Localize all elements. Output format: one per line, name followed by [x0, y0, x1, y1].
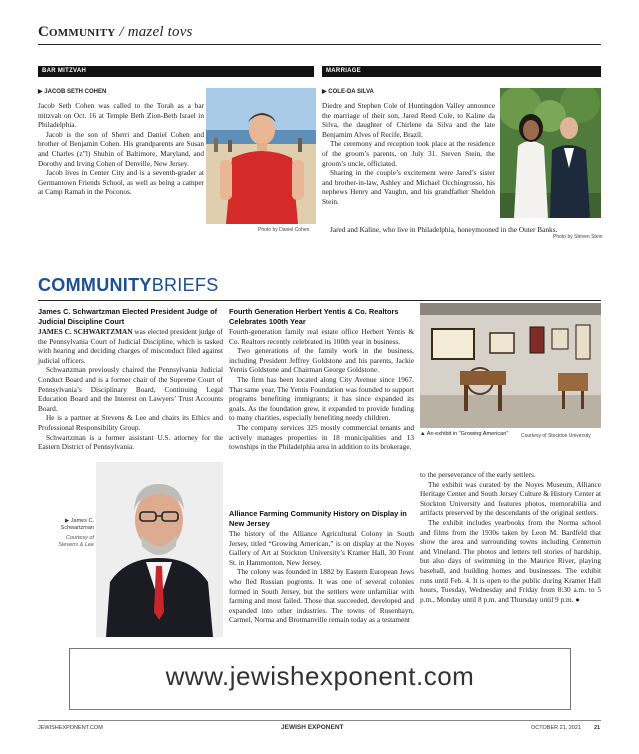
paragraph: The exhibit includes yearbooks from the Norma school and films from the 1930s taken by Leon M. Bardfeld that show the area and surrounding towns including Centerton and Vineland. The photos and letters tell stories of hardship, but also days of swimming in the Maurice River, playing baseball, and building homes and businesses. The exhibit runs until Feb. 4. It is open to the public during Kramer Hall hours, Tuesday, Wednesday and Friday from 8:30 a.m. to 5 p.m., Monday until 8 p.m. and Thursday until 9 p.m. ● [420, 517, 601, 604]
paragraph: Sharing in the couple’s excitement were Jared’s sister and brother-in-law, Ashley and Michael Occhiogrosso, his nephews Henry and Vaughn, and his grandfather Sheldon Stein. [322, 168, 495, 206]
yentis-story [229, 327, 414, 452]
caption-courtesy-source: Stevens & Lee [58, 542, 94, 548]
portrait-image [96, 462, 223, 637]
bar-mitzvah-story [38, 101, 204, 197]
page-number: 21 [594, 725, 601, 731]
website-url[interactable]: www.jewishexponent.com [165, 661, 475, 691]
gallery-image [420, 303, 601, 428]
alliance-story-continued [420, 470, 601, 604]
paragraph: The ceremony and reception took place at the residence of the groom’s parents, on July 31. Steven Stein, the groom’s uncle, officiated. [322, 139, 495, 168]
paragraph: Schwartzman previously chaired the Pennsylvania Judicial Conduct Board and is a former chair of the Supreme Court of Pennsylvania’s Disciplinary Board, Continuing Legal Education Board and the Interest on Lawyers’ Trust Accounts Board. [38, 365, 223, 413]
footer-date: OCTOBER 21, 2021 [531, 725, 582, 731]
footer-site: JEWISHEXPONENT.COM [38, 725, 103, 731]
schwartzman-headline: James C. Schwartzman Elected President Judge of Judicial Discipline Court [38, 307, 218, 326]
marriage-label-bar: MARRIAGE [322, 66, 601, 77]
paragraph: JAMES C. SCHWARTZMAN was elected president judge of the Pennsylvania Court of Judicial Discipline, which is tasked with hearing and deciding charges of misconduct filed against judicial officers. [38, 327, 223, 365]
paragraph: Diedre and Stephen Cole of Huntingdon Valley announce the marriage of their son, Jared Reed Cole, to Kaline da Silva, the daughter of Chirlene da Silva and the late Benjamim Alves of Recife, Brazil. [322, 101, 495, 139]
schwartzman-photo [96, 462, 223, 637]
paragraph: Fourth-generation family real estate office Herbert Yentis & Co. Realtors recently celebrated its 100th year in business. [229, 327, 414, 346]
paragraph: Jared and Kaline, who live in Philadelphia, honeymooned in the Outer Banks. [330, 225, 558, 234]
lead-name: JAMES C. SCHWARTZMAN [38, 327, 133, 336]
paragraph: Two generations of the family work in the business, including President Jeffrey Goldstone and his parents, Jackie Yentis Goldstone and Chairman George Goldstone. [229, 346, 414, 375]
bar-mitzvah-label-bar: BAR MITZVAH [38, 66, 314, 77]
alliance-headline: Alliance Farming Community History on Display in New Jersey [229, 509, 407, 528]
briefs-title [38, 275, 219, 296]
briefs-title-light: BRIEFS [151, 275, 219, 295]
paragraph: to the perseverance of the early settlers. [420, 470, 536, 479]
website-banner [69, 648, 571, 710]
paragraph: He is a partner at Stevens & Lee and chairs its Ethics and Professional Responsibility Group. [38, 413, 223, 432]
footer-publication: JEWISH EXPONENT [281, 724, 344, 731]
subsection-name: mazel tovs [127, 24, 193, 40]
header-rule [38, 44, 601, 45]
yentis-headline: Fourth Generation Herbert Yentis & Co. Realtors Celebrates 100th Year [229, 307, 399, 326]
paragraph: The colony was founded in 1882 by Eastern European Jews who fled Russian pogroms. It was one of several colonies formed in South Jersey, but the settlers were unfamiliar with farming and most failed. Those that succeeded, developed and expanded into other industries. The towns of Rosenhayn, Carmel, Norma and Brotmanville remain today as a testament [229, 567, 414, 625]
exhibit-photo [420, 303, 601, 428]
paragraph: The company services 325 mostly commercial tenants and actively manages properties in 18 municipalities and 13 townships in the Philadelphia area in addition to its brokerage. [229, 422, 414, 452]
briefs-title-bold: COMMUNITY [38, 275, 152, 295]
schwartzman-story [38, 327, 223, 452]
bar-mitzvah-photo [206, 88, 316, 224]
exhibit-photo-credit: Courtesy of Stockton University [521, 433, 591, 439]
bar-mitzvah-kicker: ▶ JACOB SETH COHEN [38, 89, 107, 95]
footer-rule [38, 720, 601, 721]
paragraph: The exhibit was curated by the Noyes Museum, Alliance Heritage Center and South Jersey Culture & History Center at Stockton University and features photos, memorabilia and artifacts preserved by the descendants of the original settlers. [420, 479, 601, 518]
section-separator: / [115, 24, 128, 40]
exhibit-photo-caption: ▲ An exhibit in “Growing American” [420, 431, 509, 437]
paragraph: Jacob lives in Center City and is a seventh-grader at Germantown Friends School, as well as being a camper at Camp Ramah in the Poconos. [38, 168, 204, 197]
briefs-rule [38, 300, 601, 301]
marriage-story [322, 101, 495, 207]
caption-name: ▶ James C. Schwartzman [60, 518, 94, 531]
paragraph: The history of the Alliance Agricultural Colony in South Jersey, titled “Growing American,” is on display at the Noyes Gallery of Art at Stockton University’s Kramer Hall, 30 Front St. in Hammonton, New Jersey. [229, 529, 414, 567]
paragraph: Jacob Seth Cohen was called to the Torah as a bar mitzvah on Oct. 16 at Temple Beth Zion-Beth Israel in Philadelphia. [38, 101, 204, 130]
section-title [38, 24, 193, 41]
wedding-photo-credit: Photo by Steven Stein [553, 234, 603, 240]
bar-mitzvah-photo-credit: Photo by Daniel Cohen [258, 227, 310, 233]
section-name: Community [38, 24, 116, 40]
schwartzman-photo-caption [38, 518, 94, 549]
wedding-photo [500, 88, 601, 218]
boy-beach-image [206, 88, 316, 224]
paragraph: The firm has been located along City Avenue since 1967. That same year, The Yentis Foundation was founded to support programs benefiting immigrants; it has since expanded its goals. As the foundation grew, it expanded to provide funding to many charities, especially benefiting needy children. [229, 374, 414, 423]
caption-courtesy: Courtesy of [65, 535, 94, 541]
paragraph: Jacob is the son of Sherri and Daniel Cohen and brother of Benjamin Cohen. His grandparents are Susan and Charles (z”l) Shubin of Baltimore, Maryland, and Dorothy and Irving Cohen of Denville, New Jersey. [38, 129, 204, 168]
alliance-story [229, 529, 414, 625]
marriage-kicker: ▶ COLE-DA SILVA [322, 89, 374, 95]
paragraph: Schwartzman is a former assistant U.S. attorney for the Eastern District of Pennsylvania. [38, 432, 223, 452]
couple-image [500, 88, 601, 218]
